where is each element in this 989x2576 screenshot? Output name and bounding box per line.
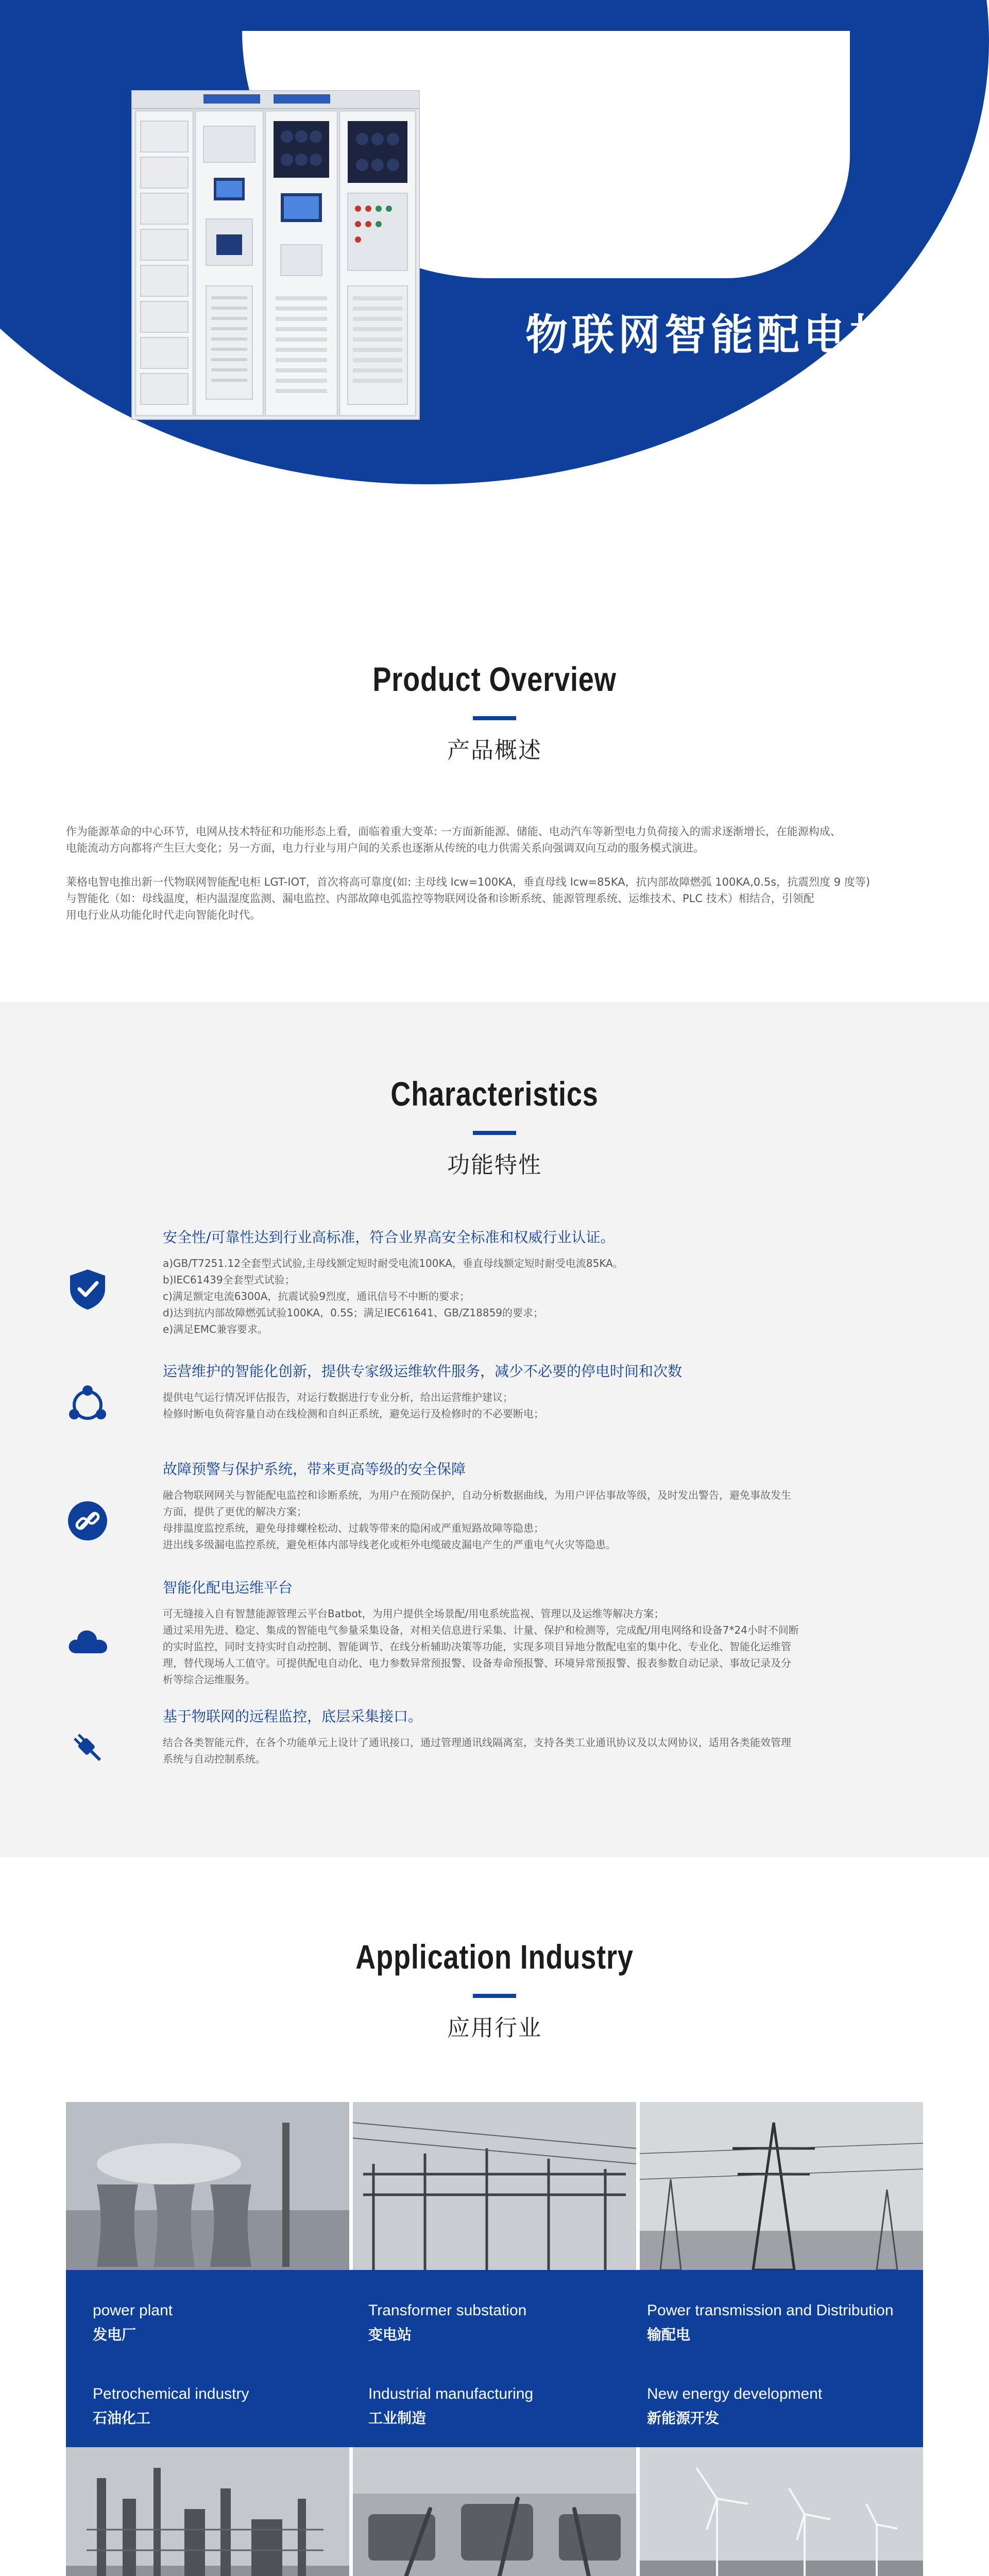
- industry-label-en: Power transmission and Distribution: [647, 2302, 894, 2319]
- overview-line: 与智能化（如：母线温度，柜内温湿度监测、漏电监控、内部故障电弧监控等物联网设备和诊断系统、能源管理系统、运维技术、PLC 技术）相结合，引领配: [66, 892, 814, 905]
- feature-line: 可无缝接入自有智慧能源管理云平台Batbot，为用户提供全场景配/用电系统监视、管理以及运维等解决方案；: [163, 1607, 664, 1620]
- link-shield-icon: [66, 1499, 109, 1543]
- hero-title-cn: 物联网智能配电柜: [525, 311, 897, 360]
- overview-line: 莱格电智电推出新一代物联网智能配电柜 LGT-IOT，首次将高可靠度(如: 主母线 Icw=100KA，垂直母线 Icw=85KA，抗内部故障燃弧 100KA,0.5s，抗震烈度 9 度等): [66, 876, 871, 888]
- manufacturing-image: [353, 2447, 636, 2576]
- characteristics-heading: [0, 1074, 989, 1179]
- industry-label-cn: 发电厂: [93, 2326, 137, 2343]
- feature-line: c)满足额定电流6300A，抗震试验9烈度，通讯信号不中断的要求；: [163, 1290, 470, 1302]
- hero-title-bar: [659, 245, 671, 270]
- overview-heading: [0, 659, 989, 765]
- characteristics-heading-cn: 功能特性: [447, 1152, 542, 1178]
- feature-line: 检修时断电负荷容量自动在线检测和自纠正系统，避免运行及检修时的不必要断电；: [163, 1408, 544, 1420]
- feature-line: 方面，提供了更优的解决方案；: [163, 1505, 307, 1518]
- overview-paragraph-2: [66, 874, 921, 923]
- industry-label-en: Transformer substation: [368, 2302, 527, 2319]
- feature-line: e)满足EMC兼容要求。: [163, 1323, 268, 1335]
- feature-line: 结合各类智能元件，在各个功能单元上设计了通讯接口，通过管理通讯线隔离室，支持各类工业通讯协议及以太网协议，适用各类能效管理: [163, 1736, 791, 1749]
- overview-line: 作为能源革命的中心环节，电网从技术特征和功能形态上看，面临着重大变革: 一方面新能源、储能、电动汽车等新型电力负荷接入的需求逐渐增长，在能源构成、: [66, 825, 841, 838]
- industry-heading-underline: [473, 1994, 516, 1998]
- industry-label-cn: 新能源开发: [647, 2410, 720, 2427]
- overview-heading-underline: [473, 716, 516, 720]
- feature-title: 基于物联网的远程监控，底层采集接口。: [163, 1708, 423, 1725]
- feature-title: 安全性/可靠性达到行业高标准，符合业界高安全标准和权威行业认证。: [163, 1229, 615, 1246]
- industry-heading-en: Application Industry: [355, 1938, 634, 1976]
- industry-label-cn: 石油化工: [93, 2410, 151, 2427]
- feature-line: 提供电气运行情况评估报告，对运行数据进行专业分析，给出运营维护建议；: [163, 1391, 513, 1403]
- overview-line: 用电行业从功能化时代走向智能化时代。: [66, 909, 261, 921]
- overview-line: 电能流动方向都将产生巨大变化；另一方面，电力行业与用户间的关系也逐渐从传统的电力供需关系向强调双向互动的服务模式演进。: [66, 842, 704, 854]
- feature-line: a)GB/T7251.12全套型式试验,主母线额定短时耐受电流100KA，垂直母线额定短时耐受电流85KA。: [163, 1257, 623, 1269]
- characteristics-heading-en: Characteristics: [390, 1075, 599, 1113]
- hero-banner: [0, 0, 989, 515]
- feature-line: 析等综合运维服务。: [163, 1673, 255, 1686]
- distribution-cabinet-image: [131, 90, 420, 420]
- industry-label-en: power plant: [93, 2302, 173, 2319]
- feature-line: b)IEC61439全套型式试验；: [163, 1274, 295, 1286]
- industry-heading-cn: 应用行业: [447, 2015, 542, 2041]
- overview-heading-en: Product Overview: [372, 660, 617, 698]
- feature-line: 融合物联网网关与智能配电监控和诊断系统，为用户在预防保护，自动分析数据曲线，为用户评估事故等级，及时发出警告，避免事故发生: [163, 1489, 791, 1501]
- petrochemical-image: [66, 2447, 349, 2576]
- feature-line: 系统与自动控制系统。: [163, 1753, 266, 1765]
- overview-paragraph-1: [66, 823, 921, 856]
- overview-heading-cn: 产品概述: [447, 737, 542, 764]
- feature-line: 通过采用先进、稳定、集成的智能电气参量采集设备，对相关信息进行采集、计量、保护和检测等，完成配/用电网络和设备7*24小时不间断: [163, 1624, 799, 1636]
- plug-icon: [66, 1726, 109, 1769]
- industry-label-en: New energy development: [647, 2385, 823, 2402]
- feature-line: d)达到抗内部故障燃弧试验100KA，0.5S；满足IEC61641、GB/Z18859的要求；: [163, 1307, 544, 1319]
- transmission-tower-image: [640, 2102, 923, 2270]
- hero-title-en: [502, 236, 671, 276]
- feature-line: 的实时监控，同时支持实时自动控制、智能调节、在线分析辅助决策等功能，实现多项目异地分散配电室的集中化、专业化、智能化运维管: [163, 1640, 791, 1653]
- substation-image: [353, 2102, 636, 2270]
- feature-line: 进出线多级漏电监控系统，避免柜体内部导线老化或柜外电缆破皮漏电产生的严重电气火灾等隐患。: [163, 1538, 616, 1551]
- industry-label-band: [66, 2270, 923, 2447]
- feature-title: 运营维护的智能化创新，提供专家级运维软件服务，减少不必要的停电时间和次数: [163, 1363, 683, 1380]
- characteristics-heading-underline: [473, 1131, 516, 1135]
- hero-title-en-text: LGT-IOT: [502, 236, 648, 276]
- network-nodes-icon: [66, 1383, 109, 1427]
- industry-label-en: Petrochemical industry: [93, 2385, 249, 2402]
- industry-heading: [0, 1937, 989, 2042]
- feature-line: 理，替代现场人工值守。可提供配电自动化、电力参数异常预报警、设备寿命预报警、环境异常预报警、报表参数自动记录、事故记录及分: [163, 1657, 791, 1669]
- feature-line: 母排温度监控系统，避免母排螺栓松动、过载等带来的隐闲或严重短路故障等隐患；: [163, 1522, 544, 1534]
- industry-label-cn: 变电站: [368, 2326, 412, 2343]
- industry-label-cn: 输配电: [647, 2326, 691, 2343]
- cloud-icon: [66, 1620, 109, 1664]
- shield-check-icon: [66, 1267, 109, 1311]
- feature-title: 故障预警与保护系统，带来更高等级的安全保障: [163, 1461, 466, 1478]
- industry-label-en: Industrial manufacturing: [368, 2385, 534, 2402]
- wind-turbine-image: [640, 2447, 923, 2576]
- power-plant-image: [66, 2102, 349, 2270]
- feature-title: 智能化配电运维平台: [163, 1579, 293, 1596]
- industry-label-cn: 工业制造: [368, 2410, 427, 2427]
